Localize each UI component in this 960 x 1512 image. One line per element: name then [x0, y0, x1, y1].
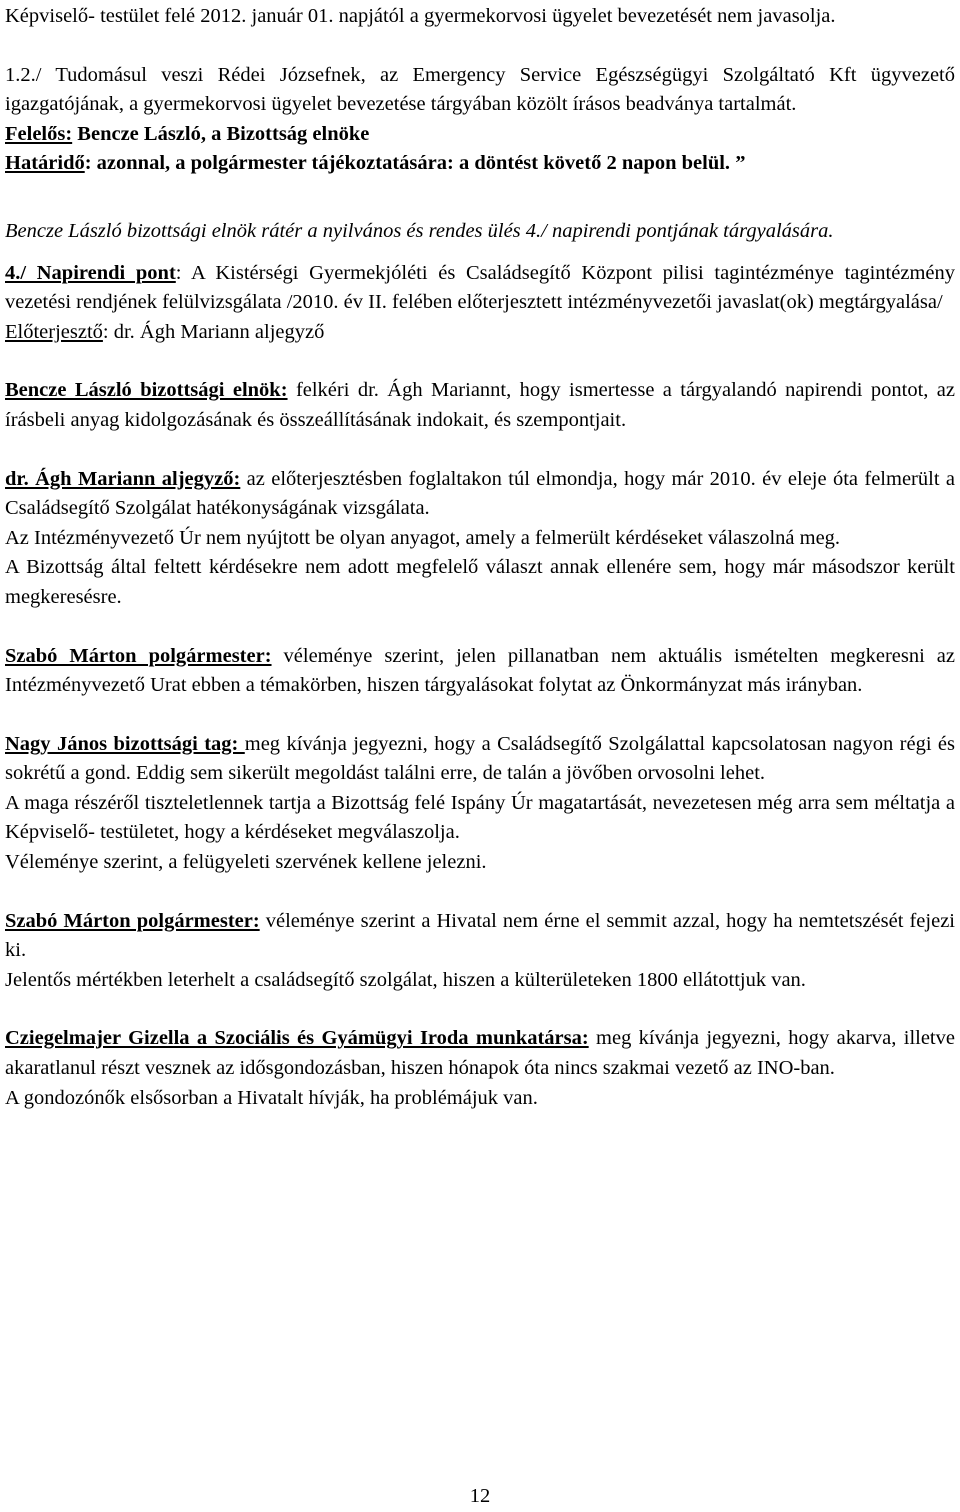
statement-nagy-cont-1: A maga részéről tiszteletlennek tartja a Bizottság felé Ispány Úr magatartását, nevezetesen még arra sem méltatja a Képviselő- testületet, hogy a kérdéseket megválaszolja.: [5, 791, 955, 844]
document-page: [5, 2, 955, 1113]
responsible-text: Bencze László, a Bizottság elnöke: [72, 122, 370, 145]
paragraph-transition: Bencze László bizottsági elnök rátér a nyilvános és rendes ülés 4./ napirendi pontjának tárgyalására.: [5, 219, 834, 242]
speaker-name: dr. Ágh Mariann aljegyző:: [5, 467, 241, 490]
speaker-name: Bencze László bizottsági elnök:: [5, 379, 288, 402]
agenda-item-label: 4./ Napirendi pont: [5, 261, 176, 284]
deadline-line: [5, 149, 955, 179]
statement-agh: [5, 465, 955, 524]
statement-text: felkéri dr. Ágh Mariannt, hogy ismertesse a tárgyalandó napirendi pontot, az írásbeli anyag kidolgozásának és összeállításának indokait, és szempontjait.: [5, 379, 955, 431]
agenda-item-text: : A Kistérségi Gyermekjóléti és Családsegítő Központ pilisi tagintézménye tagintézmény vezetési rendjének felülvizsgálata /2010. év II. felében előterjesztett intézményvezetői javaslat(ok) megtárgyalása/: [5, 261, 955, 314]
statement-szabo-2-cont: Jelentős mértékben leterhelt a családsegítő szolgálat, hiszen a külterületeken 1800 ellátottjuk van.: [5, 968, 806, 991]
presenter-text: : dr. Ágh Mariann aljegyző: [102, 320, 325, 343]
statement-cziegelmajer: [5, 1024, 955, 1083]
statement-szabo-2: [5, 907, 955, 966]
speaker-name: Szabó Márton polgármester:: [5, 909, 260, 932]
responsible-label: Felelős:: [5, 122, 73, 145]
statement-cziegelmajer-cont: A gondozónők elsősorban a Hivatalt hívják, ha problémájuk van.: [5, 1086, 538, 1109]
statement-nagy: [5, 730, 955, 789]
speaker-name: Cziegelmajer Gizella a Szociális és Gyámügyi Iroda munkatársa:: [5, 1027, 589, 1050]
statement-agh-cont-2: A Bizottság által feltett kérdésekre nem adott megfelelő választ annak ellenére sem, hogy már másodszor került megkeresésre.: [5, 556, 955, 608]
presenter-label: Előterjesztő: [5, 320, 103, 343]
deadline-label: Határidő: [5, 152, 85, 175]
speaker-name: Nagy János bizottsági tag:: [5, 732, 245, 755]
speaker-name: Szabó Márton polgármester:: [5, 644, 272, 667]
statement-nagy-cont-2: Véleménye szerint, a felügyeleti szervének kellene jelezni.: [5, 851, 487, 874]
presenter-line: [5, 318, 955, 348]
agenda-item-4: [5, 259, 955, 318]
statement-szabo-1: [5, 642, 955, 701]
page-number: 12: [469, 1485, 491, 1507]
statement-text: az előterjesztésben foglaltakon túl elmondja, hogy már 2010. év eleje óta felmerült a Családsegítő Szolgálat hatékonyságának vizsgálata.: [5, 467, 955, 520]
statement-text: véleménye szerint, jelen pillanatban nem aktuális ismételten megkeresni az Intézményvezető Urat ebben a témakörben, hiszen tárgyalásokat folytat az Önkormányzat más irányban.: [5, 644, 955, 697]
closing-quote: ”: [730, 152, 746, 175]
statement-bencze: [5, 376, 955, 435]
statement-text: meg kívánja jegyezni, hogy a Családsegítő Szolgálattal kapcsolatosan nagyon régi és sokrétű a gond. Eddig sem sikerült megoldást találni erre, de talán a jövőben orvosolni lehet.: [5, 732, 956, 785]
deadline-text: : azonnal, a polgármester tájékoztatására: a döntést követő 2 napon belül.: [84, 152, 731, 175]
paragraph-resolution-end: Képviselő- testület felé 2012. január 01. napjától a gyermekorvosi ügyelet bevezetését nem javasolja.: [5, 5, 836, 27]
statement-text: meg kívánja jegyezni, hogy akarva, illetve akaratlanul részt vesznek az idősgondozásban, hiszen hónapok óta nincs szakmai vezető az INO-ban.: [5, 1027, 955, 1080]
paragraph-resolution-1-2: 1.2./ Tudomásul veszi Rédei Józsefnek, az Emergency Service Egészségügyi Szolgáltató Kft ügyvezető igazgatójának, a gyermekorvosi ügyelet bevezetése tárgyában közölt írásos beadványa tartalmát.: [5, 63, 955, 116]
responsible-line: [5, 120, 955, 150]
statement-text: véleménye szerint a Hivatal nem érne el semmit azzal, hogy ha nemtetszését fejezi ki.: [5, 909, 955, 962]
statement-agh-cont-1: Az Intézményvezető Úr nem nyújtott be olyan anyagot, amely a felmerült kérdéseket válaszolná meg.: [5, 526, 841, 549]
